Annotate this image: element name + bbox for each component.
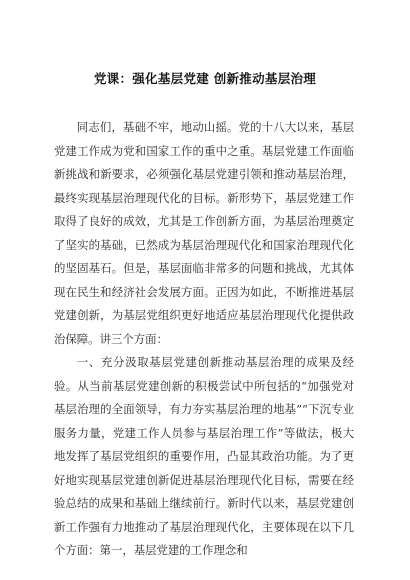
paragraph-section-one: 一、充分汲取基层党建创新推动基层治理的成果及经验。从当前基层党建创新的积极尝试中所包括的“加强党对基层治理的全面领导，有力夯实基层治理的地基”“下沉专业服务力量，党建工作人员参与基层治理工作”等做法，极大地发挥了基层党组织的重要作用，凸显其政治功能。为了更好地实现基层党建创新促进基层治理现代化目标，需要在经验总结的成果和基础上继续前行。新时代以来，基层党建创新工作强有力地推动了基层治理现代化，主要体现在以下几个方面：第一，基层党建的工作理念和 xyxy=(54,355,354,557)
paragraph-intro: 同志们，基础不牢，地动山摇。党的十八大以来，基层党建工作成为党和国家工作的重中之重。基层党建工作面临新挑战和新要求，必须强化基层党建引领和推动基层治理，最终实现基层治理现代化的目标。新形势下，基层党建工作取得了良好的成效，尤其是工作创新方面，为基层治理奠定了坚实的基础，已然成为基层治理现代化和国家治理现代化的坚固基石。但是，基层面临非常多的问题和挑战，尤其体现在民生和经济社会发展方面。正因为如此，不断推进基层党建创新，为基层党组织更好地适应基层治理现代化提供政治保障。讲三个方面： xyxy=(54,120,354,346)
document-body xyxy=(54,116,354,563)
document-title: 党课：强化基层党建 创新推动基层治理 xyxy=(93,71,317,86)
